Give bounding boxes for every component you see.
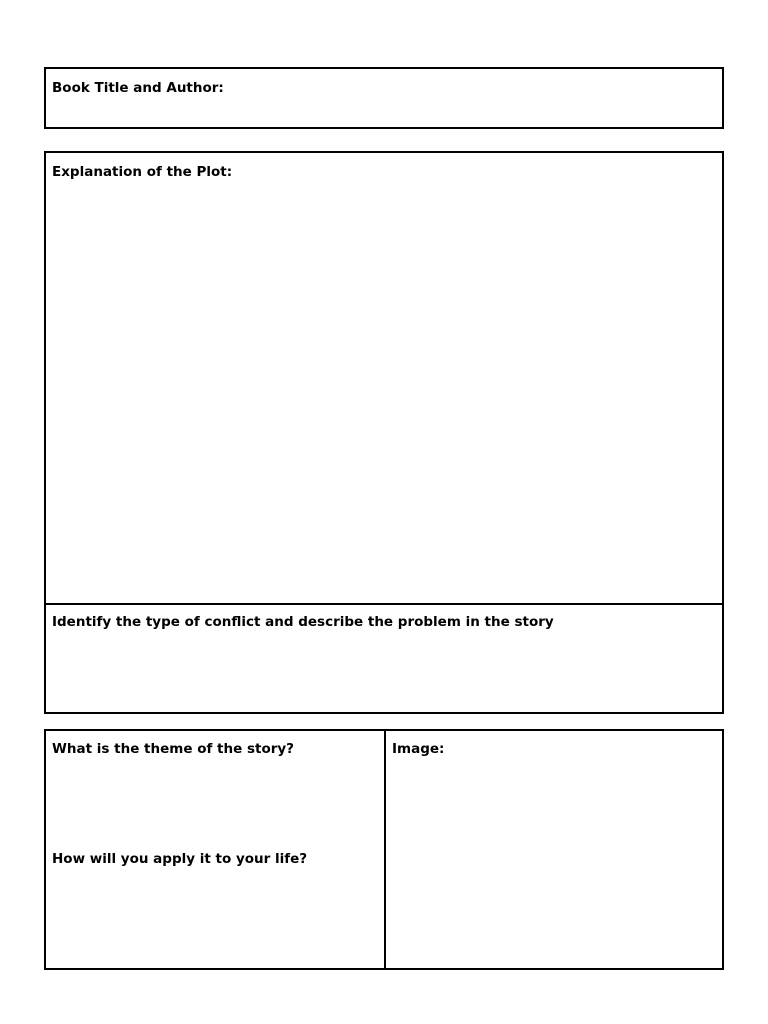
conflict-section[interactable] xyxy=(46,605,722,712)
theme-section[interactable] xyxy=(46,731,384,968)
theme-image-box xyxy=(44,729,724,970)
title-author-label: Book Title and Author: xyxy=(52,80,224,96)
apply-label: How will you apply it to your life? xyxy=(52,851,308,867)
plot-label: Explanation of the Plot: xyxy=(52,164,233,180)
plot-section[interactable] xyxy=(46,153,722,603)
theme-label: What is the theme of the story? xyxy=(52,741,295,757)
image-section[interactable] xyxy=(386,731,722,968)
plot-conflict-box xyxy=(44,151,724,714)
image-label: Image: xyxy=(392,741,445,757)
title-author-box[interactable] xyxy=(44,67,724,129)
conflict-label: Identify the type of conflict and describe the problem in the story xyxy=(52,614,554,630)
